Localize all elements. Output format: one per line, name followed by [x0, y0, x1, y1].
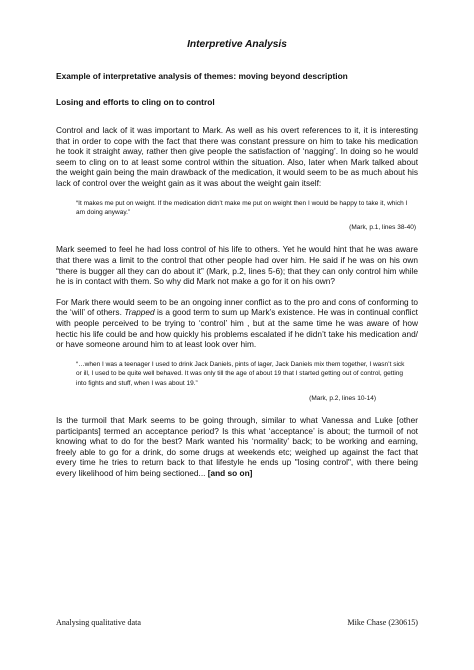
quote-1: “It makes me put on weight. If the medication didn’t make me put on weight then I would be happy to take it, which I am doing anyway.” — [76, 199, 408, 216]
page-title: Interpretive Analysis — [187, 39, 287, 50]
paragraph-3 — [56, 297, 418, 350]
and-so-on-bold: [and so on] — [207, 467, 253, 478]
sub-heading: Losing and efforts to cling on to control — [56, 97, 215, 107]
document-page — [56, 38, 418, 489]
paragraph-2: Mark seemed to feel he had loss control of his life to others. Yet he would hint that he was aware that there was a limit to the control that other people had over him. He said if he was on his own “there is bugger all they can do about it” (Mark, p.2, lines 5-6); that they can only control him while he is in contact with them. So why did Mark not make a go for it on his own? — [56, 244, 418, 287]
page-footer — [56, 618, 418, 627]
footer-left: Analysing qualitative data — [56, 618, 141, 627]
paragraph-3-start: For Mark there would seem to be an ongoing inner conflict as to the pro and cons of conforming to the ‘will’ of others. — [56, 296, 418, 318]
main-heading: Example of interpretative analysis of themes: moving beyond description — [56, 71, 348, 81]
trapped-emphasis: Trapped — [124, 307, 155, 318]
quote-2: “…when I was a teenager I used to drink Jack Daniels, pints of lager, Jack Daniels mix them together, I wasn’t sick or ill, I used to be quite well behaved. It was only till the age of about 19 that I started getting out of control, getting into fights and stuff, when I was about 19.” — [76, 360, 405, 387]
citation-1: (Mark, p.1, lines 38-40) — [349, 224, 416, 232]
paragraph-4-text: Is the turmoil that Mark seems to be going through, similar to what Vanessa and Luke [other participants] termed an acceptance period? Is this what ‘acceptance’ is about; the turmoil of not knowing what to do for the best? Mark wanted his ‘normality’ back; to be working and earning, freely able to go for a drink, do some drugs at weekends etc; weighed up against the fact that every time he tries to return back to that lifestyle he ends up "losing control", with there being every likelihood of him being sectioned... — [56, 414, 418, 478]
citation-2: (Mark, p.2, lines 10-14) — [309, 394, 376, 402]
paragraph-1: Control and lack of it was important to Mark. As well as his overt references to it, it is interesting that in order to cope with the fact that there was constant pressure on him to take his medication he took it straight away, rather then give people the satisfaction of ‘nagging’. In doing so he would seem to cling on to at least some control within the situation. Also, later when Mark talked about the weight gain being the main drawback of the medication, it would seem to be as much about his lack of control over the weight gain as it was about the weight gain itself: — [56, 125, 418, 188]
footer-right: Mike Chase (230615) — [347, 618, 418, 627]
paragraph-3-end: is a good term to sum up Mark’s existence. He was in continual conflict with people perceived to be trying to ‘control’ him , but at the same time he was aware of how hectic his life could be and how quickly his problems escalated if he didn’t take his medication and/ or have someone around him to at least look over him. — [56, 307, 418, 350]
paragraph-4 — [56, 415, 418, 479]
